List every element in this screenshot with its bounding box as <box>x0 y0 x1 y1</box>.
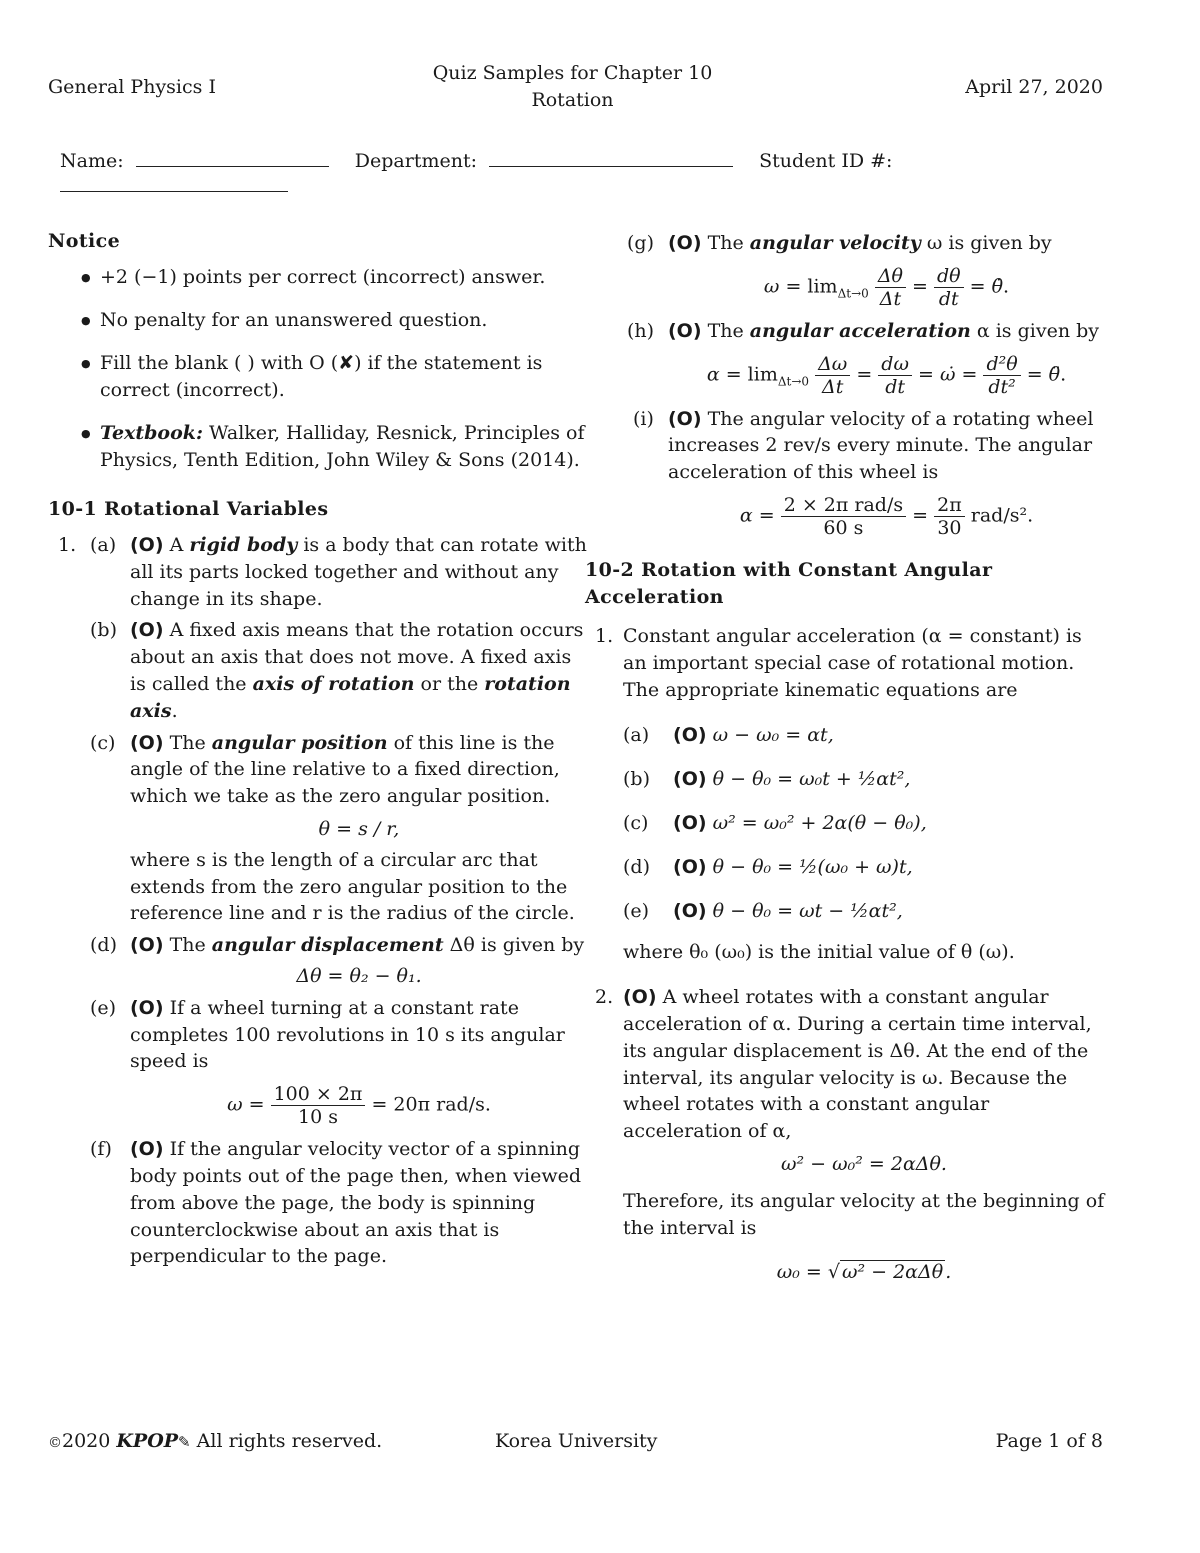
answer-mark: (O) <box>668 407 702 430</box>
item-label: (a) <box>623 724 650 747</box>
key-term: angular velocity <box>749 232 921 254</box>
notice-bullet <box>48 350 588 404</box>
question-number: 2. <box>595 986 614 1009</box>
item-text: If the angular velocity vector of a spinning body points out of the page then, when viewed from above the page, the body is spinning counterclockwise about an axis that is perpendicular to the page. <box>130 1138 582 1268</box>
equation: ω − ω₀ = αt, <box>712 724 834 747</box>
unit: rad/s². <box>970 504 1034 527</box>
equation-angular-speed: ω = $\frac{100 \times 2\pi}{10 s}$ = 20π rad/s. <box>227 1083 491 1129</box>
question-1g <box>585 230 1105 310</box>
department-blank[interactable] <box>489 147 733 167</box>
equation-omega-initial: ω₀ = √ ω² − 2αΔθ . <box>776 1261 952 1284</box>
equation: ω² = ω₀² + 2α(θ − θ₀), <box>712 812 927 835</box>
fraction <box>271 1083 366 1128</box>
notice-bullet-text: Fill the blank ( ) with O (✘) if the statement is correct (incorrect). <box>100 352 543 401</box>
item-label: (f) <box>90 1138 112 1161</box>
item-label: (g) <box>627 232 654 254</box>
right-column <box>585 230 1105 1286</box>
answer-mark: (O) <box>668 319 702 342</box>
question-2-1 <box>585 623 1105 966</box>
question-1h <box>585 318 1105 398</box>
equation-angular-velocity: $\omega = \lim_{\Delta t\to 0}$ $\frac{\Delta\theta}{\Delta t}$ = $\frac{d\theta}{dt}$ = θ̇. <box>763 264 1010 310</box>
equation-radicand: ω² − 2αΔθ <box>841 1261 944 1284</box>
item-text: of this line is the angle of the line relative to a fixed direction, which we take as the zero angular position. <box>130 731 560 808</box>
item-text: Constant angular acceleration (α = constant) is an important special case of rotational motion. The appropriate kinematic equations are <box>623 624 1082 701</box>
item-label: (b) <box>90 619 117 642</box>
page-title: Quiz Samples for Chapter 10 <box>432 62 713 84</box>
answer-mark: (O) <box>130 534 164 556</box>
section1-heading: 10-1 Rotational Variables <box>48 498 329 520</box>
item-label: (e) <box>90 996 117 1019</box>
question-1e <box>48 995 588 1128</box>
university-name: Korea University <box>495 1430 658 1452</box>
notice-bullet: ● +2 (−1) points per correct (incorrect) answer. <box>48 264 588 291</box>
answer-mark: (O) <box>623 986 657 1009</box>
textbook-label: Textbook: <box>100 422 203 444</box>
kinematic-equations <box>623 713 1105 933</box>
question-number: 1. <box>595 624 614 647</box>
copyright-year: 2020 <box>62 1430 111 1452</box>
name-label: Name: <box>60 150 124 172</box>
student-id-label: Student ID #: <box>759 150 893 172</box>
denominator: 10 s <box>298 1106 338 1129</box>
section2-heading: 10-2 Rotation with Constant Angular Acceleration <box>585 558 993 608</box>
item-text: A <box>169 534 184 556</box>
equation-angular-acceleration: $\alpha = \lim_{\Delta t\to 0}$ $\frac{\Delta\omega}{\Delta t}$ = $\frac{d\omega}{dt}$ = ω̇ = $\frac{\text{d²θ}}{\text{dt²}}$ = θ̈. <box>706 352 1067 398</box>
kinematic-eq <box>623 889 1105 933</box>
notice-bullet: ● No penalty for an unanswered question. <box>48 307 588 334</box>
item-text: is a body that can rotate with all its parts locked together and without any change in its shape. <box>130 534 587 610</box>
equation-displacement: Δθ = θ₂ − θ₁. <box>296 964 422 987</box>
equation-omega-squared: ω² − ω₀² = 2αΔθ. <box>781 1152 947 1175</box>
key-term: rigid body <box>189 534 298 556</box>
quiz-date: April 27, 2020 <box>965 76 1103 98</box>
answer-mark: (O) <box>130 731 164 754</box>
item-text: ω is given by <box>926 232 1052 254</box>
rights-text: All rights reserved. <box>196 1430 383 1452</box>
item-label: (d) <box>90 934 117 957</box>
answer-mark: (O) <box>673 900 707 923</box>
equation-wheel-acceleration: α = $\frac{\text{2 × 2π rad/s}}{60 s}$ = $\frac{2\pi}{30}$ rad/s². <box>739 493 1034 539</box>
numerator: 2π <box>934 494 965 517</box>
question-1f <box>48 1136 588 1270</box>
student-fields <box>60 147 1105 197</box>
item-text: . <box>171 699 178 722</box>
answer-mark: (O) <box>673 768 707 791</box>
copyright-icon: © <box>48 1435 62 1451</box>
item-text: Δθ is given by <box>449 934 585 957</box>
answer-mark: (O) <box>673 856 707 879</box>
notice-heading: Notice <box>48 230 121 252</box>
item-text: where s is the length of a circular arc that extends from the zero angular position to the reference line and r is the radius of the circle. <box>130 848 575 925</box>
question-number: 1. <box>58 534 77 556</box>
page-subtitle: Rotation <box>531 89 614 111</box>
item-text: or the <box>420 672 479 695</box>
numerator: 100 × 2π <box>271 1083 366 1106</box>
pencil-icon: ✎ <box>178 1433 191 1451</box>
answer-mark: (O) <box>673 812 707 835</box>
item-label: (e) <box>623 900 650 923</box>
answer-mark: (O) <box>130 934 164 957</box>
equation: θ − θ₀ = ½(ω₀ + ω)t, <box>712 856 913 879</box>
question-1b <box>48 617 588 724</box>
item-label: (h) <box>627 319 655 342</box>
item-text: A fixed axis means that the rotation occurs about an axis that does not move. A fixed axis is called the <box>130 619 584 695</box>
name-blank[interactable] <box>136 147 329 167</box>
item-label: (d) <box>623 856 650 879</box>
denominator: 60 s <box>823 516 864 539</box>
key-term: rotation axis <box>130 672 571 722</box>
item-label: (i) <box>633 407 654 430</box>
department-label: Department: <box>354 150 477 172</box>
denominator: 30 <box>937 516 962 539</box>
question-1c <box>48 730 588 928</box>
answer-mark: (O) <box>130 996 164 1019</box>
item-text: The angular velocity of a rotating wheel increases 2 rev/s every minute. The angular acceleration of this wheel is <box>668 407 1094 484</box>
kinematic-eq <box>623 757 1105 801</box>
student-id-blank[interactable] <box>60 172 288 192</box>
answer-mark: (O) <box>130 1138 164 1161</box>
item-text: If a wheel turning at a constant rate completes 100 revolutions in 10 s its angular speed is <box>130 996 565 1073</box>
item-text: The <box>707 232 744 254</box>
equation-result: = 20π rad/s. <box>371 1093 491 1116</box>
kinematic-eq <box>623 801 1105 845</box>
equation: θ − θ₀ = ω₀t + ½αt², <box>712 768 911 791</box>
item-label: (b) <box>623 768 650 791</box>
answer-mark: (O) <box>668 232 702 254</box>
course-name: General Physics I <box>48 76 216 98</box>
key-term: angular position <box>211 731 388 754</box>
numerator: 2 × 2π rad/s <box>781 494 906 517</box>
left-column <box>48 230 588 1270</box>
page-number: Page 1 of 8 <box>995 1430 1103 1452</box>
item-text: The <box>169 934 206 957</box>
item-text: The <box>169 731 206 754</box>
question-2-2 <box>585 984 1105 1286</box>
notice-bullet-textbook <box>48 420 588 474</box>
brand-name: KPOP <box>116 1430 179 1452</box>
copyright-notice <box>48 1430 382 1452</box>
item-text: Therefore, its angular velocity at the beginning of the interval is <box>623 1189 1105 1239</box>
item-text: The <box>707 319 744 342</box>
key-term: angular acceleration <box>749 319 971 342</box>
item-text: A wheel rotates with a constant angular acceleration of α. During a certain time interval, its angular displacement is Δθ. At the end of the interval, its angular velocity is ω. Because the wheel rotates with a constant angular acceleration of α, <box>623 986 1092 1143</box>
textbook-ref: Walker, Halliday, Resnick, Principles of Physics, Tenth Edition, John Wiley & Sons (2014). <box>100 422 585 471</box>
question-1i <box>585 406 1105 539</box>
item-text: α is given by <box>976 319 1099 342</box>
item-label: (c) <box>623 812 649 835</box>
answer-mark: (O) <box>130 619 164 642</box>
question-1a <box>48 532 588 612</box>
equation-theta: θ = s / r, <box>318 817 400 840</box>
item-label: (a) <box>90 534 117 556</box>
item-text: where θ₀ (ω₀) is the initial value of θ (ω). <box>623 941 1015 964</box>
equation-lhs: ω₀ = <box>776 1261 822 1284</box>
answer-mark: (O) <box>673 724 707 747</box>
equation-end: . <box>945 1261 952 1284</box>
kinematic-eq <box>623 713 1105 757</box>
question-1d <box>48 932 588 990</box>
kinematic-eq <box>623 845 1105 889</box>
item-label: (c) <box>90 731 116 754</box>
key-term: axis of rotation <box>252 672 415 695</box>
key-term: angular displacement <box>211 934 444 957</box>
equation: θ − θ₀ = ωt − ½αt², <box>712 900 903 923</box>
